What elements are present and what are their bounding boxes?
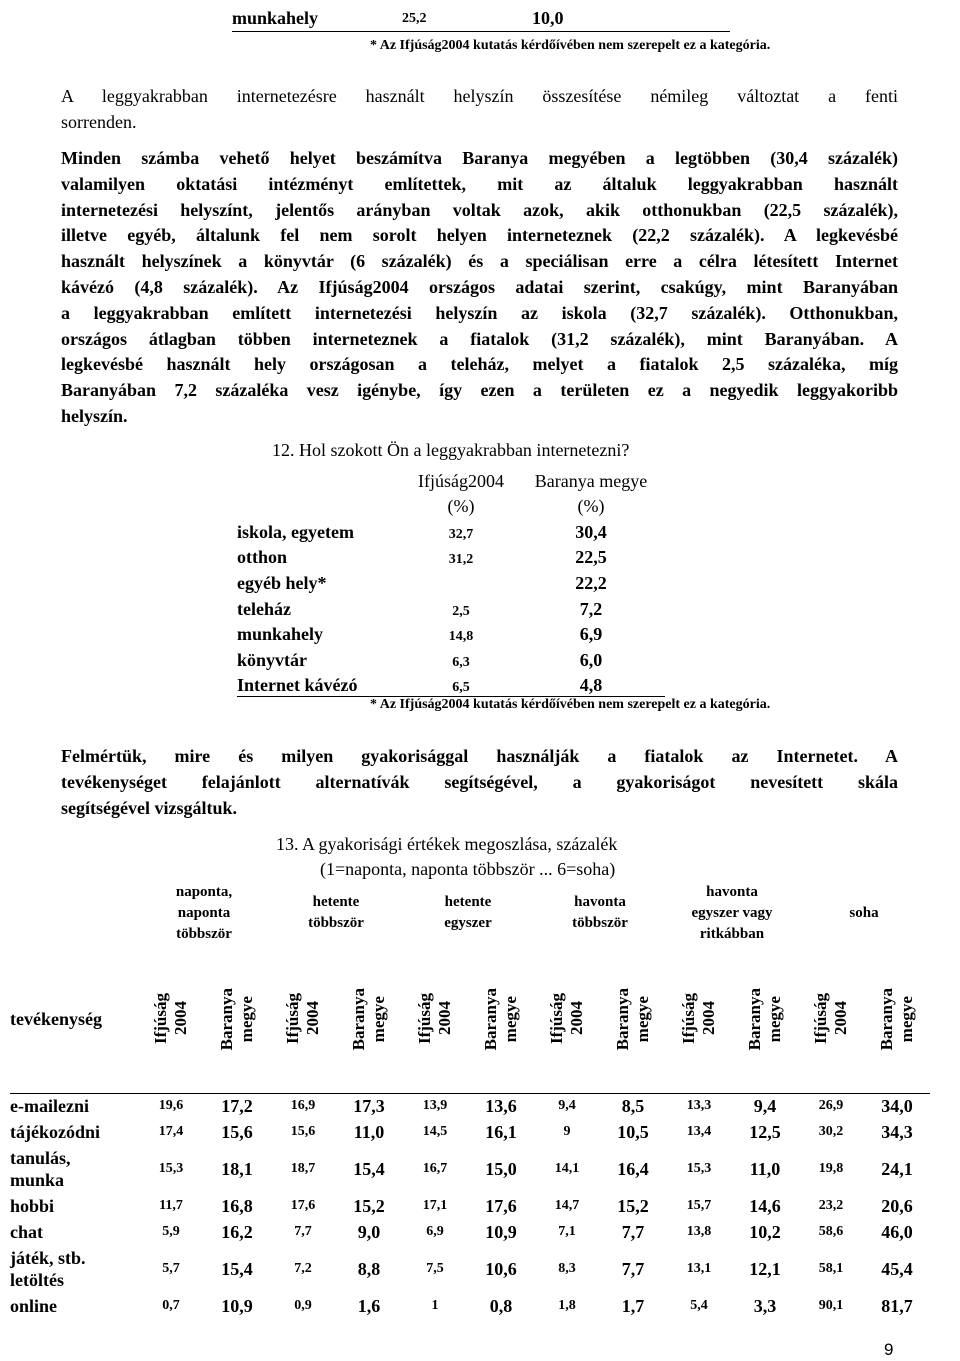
table-cell: 7,7: [621, 1258, 645, 1279]
row-label-line: online: [10, 1296, 58, 1316]
table-cell: 16,2: [221, 1221, 253, 1242]
paragraph-2: [61, 146, 898, 430]
group-header-line: naponta,: [175, 883, 233, 900]
table-cell: 9,4: [753, 1095, 777, 1116]
table-cell: 10,2: [749, 1221, 781, 1242]
table-cell: 10,5: [617, 1121, 649, 1142]
group-header-line: ritkábban: [699, 925, 765, 942]
paragraph-line: helyszín.: [61, 405, 128, 426]
row-label-line: e-mailezni: [10, 1096, 89, 1117]
subheader-ifjusag: [270, 953, 336, 1093]
subheader-line: megye: [633, 995, 652, 1042]
group-header-line: egyszer: [444, 915, 492, 931]
table-cell: egyéb hely*: [237, 572, 327, 593]
table-row: [237, 543, 665, 569]
table-cell: otthon: [237, 547, 288, 568]
subheader-line: Ifjúság: [679, 993, 698, 1045]
table-cell: 9,0: [357, 1221, 381, 1242]
table-cell: 1,6: [357, 1295, 381, 1316]
table-cell: 10,6: [485, 1258, 517, 1279]
group-header-line: hetente: [312, 894, 360, 910]
table-cell: 32,7: [448, 526, 474, 542]
row-label-line: letöltés: [10, 1270, 64, 1290]
subheader-line: 2004: [435, 1001, 454, 1036]
table-row: [10, 1293, 930, 1319]
table-cell: 10,9: [221, 1295, 253, 1316]
table12-col1: Ifjúság2004: [418, 470, 504, 491]
top-table-note: * Az Ifjúság2004 kutatás kérdőívében nem szerepelt ez a kategória.: [370, 38, 771, 53]
subheader-line: Ifjúság: [811, 993, 830, 1045]
table-cell: 13,9: [422, 1098, 448, 1114]
table-cell: 1,7: [621, 1295, 645, 1316]
group-header-line: havonta: [574, 894, 626, 910]
table13-group-header: [534, 873, 666, 953]
table-cell: 15,3: [158, 1161, 184, 1176]
group-header-line: egyszer vagy: [691, 904, 773, 921]
subheader-line: megye: [897, 995, 916, 1042]
table-row: [10, 1119, 930, 1145]
subheader-line: Ifjúság: [547, 993, 566, 1045]
group-header-line: hetente: [444, 894, 492, 910]
table-cell: 0,8: [489, 1295, 513, 1316]
table-cell: 14,5: [422, 1124, 448, 1139]
paragraph-line: országos átlagban többen interneteznek a fiatalok (31,2 százalék), mint Baranyában. A: [61, 328, 898, 349]
subheader-line: Baranya: [877, 987, 896, 1050]
subheader-ifjusag: [138, 953, 204, 1093]
subheader-ifjusag: [798, 953, 864, 1093]
table-cell: 15,2: [617, 1195, 649, 1216]
table-row: [10, 1193, 930, 1219]
table12-unit2: (%): [577, 496, 605, 517]
paragraph-line: segítségével vizsgáltuk.: [61, 797, 237, 818]
table13-group-header: [270, 873, 402, 953]
table-cell: 17,2: [221, 1095, 253, 1116]
table-row: [237, 645, 665, 671]
top-table-v2: 10,0: [532, 8, 730, 32]
subheader-line: megye: [237, 995, 256, 1042]
table12-title: 12. Hol szokott Ön a leggyakrabban internetezni?: [272, 440, 630, 460]
table13-corner: [10, 873, 138, 953]
table-cell: könyvtár: [237, 649, 308, 670]
paragraph-1: [61, 84, 898, 136]
table-13: [10, 873, 930, 1319]
table-cell: 45,4: [881, 1258, 913, 1279]
table-cell: 13,4: [686, 1124, 712, 1139]
table-cell: 81,7: [881, 1295, 913, 1316]
table-cell: 14,7: [554, 1198, 580, 1213]
subheader-line: 2004: [831, 1001, 850, 1036]
subheader-text: [877, 988, 917, 1050]
table-cell: 0,9: [294, 1298, 312, 1313]
paragraph-line: a leggyakrabban említett internetezési helyszín az iskola (32,7 százalék). Otthonukban,: [61, 302, 898, 323]
table-cell: teleház: [237, 598, 291, 619]
paragraph-line: Baranyában 7,2 százaléka vesz igénybe, így ezen a területen ez a negyedik leggyakoribb: [61, 380, 898, 401]
table-row: [237, 671, 665, 697]
table-cell: 5,9: [162, 1224, 180, 1239]
table-cell: 5,4: [690, 1298, 708, 1313]
table-row: [237, 568, 665, 594]
table-cell: 34,0: [881, 1095, 913, 1116]
subheader-text: [283, 993, 323, 1044]
table-cell: 13,8: [686, 1224, 712, 1239]
table-cell: 14,8: [448, 629, 474, 645]
subheader-line: Ifjúság: [283, 993, 302, 1045]
subheader-line: Baranya: [613, 987, 632, 1050]
table-cell: 16,7: [422, 1161, 448, 1176]
subheader-text: [679, 993, 719, 1044]
table-12: [237, 466, 665, 697]
paragraph-line: Minden számba vehető helyet beszámítva Baranya megyében a legtöbben (30,4 százalék): [61, 148, 898, 168]
table-cell: 15,0: [485, 1158, 517, 1179]
table-cell: 19,8: [818, 1161, 844, 1176]
subheader-ifjusag: [534, 953, 600, 1093]
subheader-text: [151, 993, 191, 1044]
table-cell: 9,4: [558, 1098, 576, 1114]
table-cell: 30,2: [818, 1124, 844, 1139]
table-cell: 17,4: [158, 1124, 184, 1139]
table-cell: 1: [431, 1298, 439, 1313]
table-cell: 8,3: [558, 1261, 576, 1276]
table-cell: 12,1: [749, 1258, 781, 1279]
subheader-text: [415, 993, 455, 1044]
table13-title1: 13. A gyakorisági értékek megoszlása, százalék: [276, 834, 618, 854]
table-cell: 24,1: [881, 1158, 913, 1179]
row-label-line: chat: [10, 1222, 43, 1242]
table-cell: 34,3: [881, 1121, 913, 1142]
subheader-line: Baranya: [481, 987, 500, 1050]
row-label-line: hobbi: [10, 1196, 55, 1216]
subheader-line: Baranya: [349, 987, 368, 1050]
row-label: [10, 1193, 138, 1219]
subheader-text: [481, 988, 521, 1050]
table-cell: 58,6: [818, 1224, 844, 1239]
table-cell: 11,0: [353, 1121, 385, 1142]
table-cell: 11,7: [159, 1198, 183, 1213]
table12-note: * Az Ifjúság2004 kutatás kérdőívében nem szerepelt ez a kategória.: [370, 697, 771, 712]
row-label-line: tanulás,: [10, 1148, 71, 1168]
row-label-line: tájékozódni: [10, 1122, 100, 1142]
table-cell: 19,6: [158, 1098, 184, 1114]
table-cell: 7,1: [558, 1224, 576, 1239]
subheader-line: megye: [369, 995, 388, 1042]
top-table-v1: 25,2: [402, 8, 532, 32]
paragraph-line: illetve egyéb, általunk fel nem sorolt helyen interneteznek (22,2 százalék). A legkevésbé: [61, 225, 898, 246]
table-cell: [405, 568, 517, 594]
table-cell: 17,3: [353, 1095, 385, 1116]
subheader-text: [811, 993, 851, 1044]
table-row: [237, 594, 665, 620]
paragraph-line: valamilyen oktatási intézményt említettek, mit az általuk leggyakrabban használt: [61, 173, 898, 194]
table-row: [10, 1245, 930, 1293]
table-cell: 6,3: [452, 654, 470, 670]
table-cell: 6,5: [405, 671, 517, 697]
table13-group-header: [798, 873, 930, 953]
subheader-text: [349, 988, 389, 1050]
subheader-baranya: [468, 953, 534, 1093]
table-cell: 16,8: [221, 1195, 253, 1216]
table-cell: 16,1: [485, 1121, 517, 1142]
paragraph-line: Felmértük, mire és milyen gyakorisággal használják a fiatalok az Internetet. A: [61, 746, 898, 766]
table-cell: 16,9: [290, 1098, 316, 1114]
subheader-line: 2004: [567, 1001, 586, 1036]
row-label: [10, 1093, 138, 1119]
row-label: [10, 1245, 138, 1293]
table-cell: 6,9: [579, 624, 603, 645]
table-cell: 13,6: [485, 1095, 517, 1116]
paragraph-line: A leggyakrabban internetezésre használt helyszín összesítése némileg változtat a fenti: [61, 86, 898, 106]
table13-group-header: [666, 873, 798, 953]
table-cell: 22,5: [575, 547, 607, 568]
subheader-text: [613, 988, 653, 1050]
row-label-line: játék, stb.: [10, 1248, 86, 1268]
group-header-line: többször: [176, 925, 232, 942]
subheader-line: 2004: [303, 1001, 322, 1036]
paragraph-line: sorrenden.: [61, 111, 137, 132]
subheader-text: [217, 988, 257, 1050]
table-cell: Internet kávézó: [237, 671, 405, 697]
table-cell: 18,7: [290, 1161, 316, 1176]
subheader-ifjusag: [666, 953, 732, 1093]
table-cell: 15,4: [221, 1258, 253, 1279]
table-cell: 15,2: [353, 1195, 385, 1216]
table-cell: 17,6: [290, 1198, 316, 1213]
table13-group-header: [402, 873, 534, 953]
table-cell: 15,6: [290, 1124, 316, 1139]
table-cell: 15,3: [686, 1161, 712, 1176]
row-label: [10, 1145, 138, 1193]
table-cell: 26,9: [818, 1098, 844, 1114]
row-label-line: munka: [10, 1170, 65, 1190]
table-cell: 8,8: [357, 1258, 381, 1279]
table-cell: 12,5: [749, 1121, 781, 1142]
top-table-label: munkahely: [232, 8, 402, 32]
subheader-text: [745, 988, 785, 1050]
table13-group-header: [138, 873, 270, 953]
table-cell: 4,8: [517, 671, 665, 697]
paragraph-line: használt helyszínek a könyvtár (6 százalék) és a speciálisan erre a célra létesített Internet: [61, 251, 898, 272]
paragraph-3: [61, 744, 898, 821]
subheader-baranya: [204, 953, 270, 1093]
table13-title2: (1=naponta, naponta többször ... 6=soha): [320, 859, 616, 879]
table-row: [237, 620, 665, 646]
subheader-baranya: [864, 953, 930, 1093]
row-label: [10, 1293, 138, 1319]
table-cell: 8,5: [621, 1095, 645, 1116]
table-cell: 2,5: [452, 603, 470, 619]
table-cell: 46,0: [881, 1221, 913, 1242]
table12-unit1: (%): [447, 496, 475, 517]
group-header-line: havonta: [706, 883, 758, 900]
table-cell: 23,2: [818, 1198, 844, 1213]
subheader-line: Ifjúság: [415, 993, 434, 1045]
page-number: 9: [884, 1340, 894, 1359]
table-cell: 17,6: [485, 1195, 517, 1216]
table-cell: 14,1: [554, 1161, 580, 1176]
table-cell: 1,8: [558, 1298, 576, 1313]
table13-row-header: tevékenység: [10, 953, 138, 1093]
table-cell: 7,2: [579, 598, 603, 619]
table-cell: 11,0: [749, 1158, 781, 1179]
subheader-line: Baranya: [217, 987, 236, 1050]
subheader-text: [547, 993, 587, 1044]
table-cell: 10,9: [485, 1221, 517, 1242]
table-cell: munkahely: [237, 624, 324, 645]
table12-col2: Baranya megye: [534, 470, 648, 491]
table-cell: 5,7: [162, 1261, 180, 1276]
subheader-line: 2004: [171, 1001, 190, 1036]
table-row: [237, 517, 665, 543]
subheader-line: Ifjúság: [151, 993, 170, 1045]
table-cell: 31,2: [448, 552, 474, 568]
paragraph-line: kávézó (4,8 százalék). Az Ifjúság2004 országos adatai szerint, csakúgy, mint Baranyában: [61, 276, 898, 297]
paragraph-line: tevékenységet felajánlott alternatívák segítségével, a gyakoriságot nevesített skála: [61, 771, 898, 792]
table-cell: 15,4: [353, 1158, 385, 1179]
table-cell: 18,1: [221, 1158, 253, 1179]
subheader-ifjusag: [402, 953, 468, 1093]
table-cell: 20,6: [881, 1195, 913, 1216]
table-cell: 7,7: [294, 1224, 312, 1239]
group-header-line: naponta: [177, 904, 231, 921]
table-cell: 3,3: [753, 1295, 777, 1316]
subheader-baranya: [336, 953, 402, 1093]
table-cell: 9: [563, 1124, 571, 1139]
table-cell: 16,4: [617, 1158, 649, 1179]
group-header-line: soha: [849, 904, 879, 921]
table-cell: 90,1: [818, 1298, 844, 1313]
table-cell: 7,7: [621, 1221, 645, 1242]
table-cell: 15,7: [686, 1198, 712, 1213]
subheader-baranya: [600, 953, 666, 1093]
subheader-baranya: [732, 953, 798, 1093]
table-cell: 14,6: [749, 1195, 781, 1216]
row-label: [10, 1219, 138, 1245]
table-cell: 13,3: [686, 1098, 712, 1114]
subheader-line: 2004: [699, 1001, 718, 1036]
subheader-line: megye: [501, 995, 520, 1042]
table-cell: 17,1: [422, 1198, 448, 1213]
table-row: [10, 1219, 930, 1245]
group-header-line: többször: [308, 915, 364, 931]
table-cell: 0,7: [162, 1298, 180, 1313]
group-header-line: többször: [572, 915, 628, 931]
table-cell: 7,2: [294, 1261, 312, 1276]
table-cell: 58,1: [818, 1261, 844, 1276]
table-cell: 6,0: [579, 649, 603, 670]
table-cell: 13,1: [686, 1261, 712, 1276]
table-cell: 22,2: [575, 572, 607, 593]
subheader-line: megye: [765, 995, 784, 1042]
paragraph-line: legkevésbé használt hely országosan a teleház, melyet a fiatalok 2,5 százaléka, míg: [61, 354, 898, 375]
row-label: [10, 1119, 138, 1145]
subheader-line: Baranya: [745, 987, 764, 1050]
table-cell: 30,4: [575, 521, 607, 542]
table-row: [10, 1145, 930, 1193]
paragraph-line: internetezési helyszínt, jelentős arányban voltak azok, akik otthonukban (22,5 százalék),: [61, 199, 898, 220]
table-cell: iskola, egyetem: [237, 521, 354, 542]
table-cell: 6,9: [426, 1224, 444, 1239]
table-cell: 7,5: [426, 1261, 444, 1276]
table-row: [10, 1093, 930, 1119]
table-cell: 15,6: [221, 1121, 253, 1142]
top-table: [232, 8, 730, 32]
